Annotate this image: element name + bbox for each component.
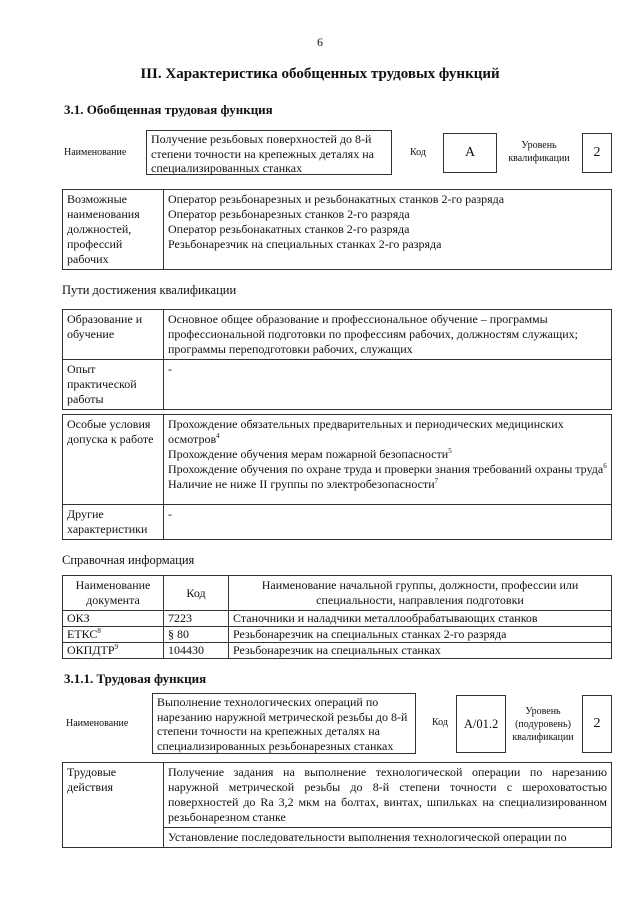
conditions-label: Особые условия допуска к работе	[63, 415, 164, 505]
footnote-ref: 6	[603, 462, 607, 470]
footnote-ref: 8	[97, 627, 101, 635]
list-item: Резьбонарезчик на специальных станках 2-го разряда	[168, 237, 442, 251]
list-item: Оператор резьбонакатных станков 2-го разряда	[168, 222, 410, 236]
footnote-ref: 9	[114, 643, 119, 651]
table-cell: 7223	[164, 611, 229, 627]
level-box	[582, 695, 612, 753]
footnote-ref: 7	[434, 477, 439, 485]
table-cell: Резьбонарезчик на специальных станках	[229, 643, 612, 659]
code-value: А/01.2	[463, 717, 499, 731]
conditions-list	[164, 415, 612, 505]
code-box	[456, 695, 506, 753]
list-item: Прохождение обязательных предварительных и периодических медицинских осмотров$^4$	[168, 417, 564, 446]
labor-actions-table	[62, 762, 612, 848]
level-value: 2	[593, 145, 601, 160]
labor-action-item: Получение задания на выполнение технологической операции по нарезанию наружной метрической резьбы до 8-й степени точности с шероховатостью поверхностей до Ra 3,2 мкм на болтах, винтах, шпильках на специализированном резьбонарезном станке	[164, 763, 612, 828]
column-header: Наименование начальной группы, должности, профессии или специальности, направления подготовки	[229, 576, 612, 611]
function-name-value: Получение резьбовых поверхностей до 8-й степени точности на крепежных деталях на специализированных станках	[151, 132, 374, 175]
table-cell: ОКПДТР	[67, 643, 115, 657]
subsection-heading-3-1-1: 3.1.1. Трудовая функция	[64, 671, 207, 686]
table-cell: Резьбонарезчик на специальных станках 2-го разряда	[229, 627, 612, 643]
list-item: Наличие не ниже II группы по электробезопасности$^7$	[168, 477, 439, 491]
level-box	[582, 133, 612, 173]
table-cell: § 80	[164, 627, 229, 643]
labor-function-name-value: Выполнение технологических операций по нарезанию наружной метрической резьбы до 8-й степени точности на крепежных деталях на специализированных резьбонарезных станках	[157, 695, 408, 753]
level-label: Уровень квалификации	[508, 140, 570, 164]
name-label: Наименование	[64, 147, 127, 158]
code-label: Код	[432, 717, 448, 728]
paths-heading: Пути достижения квалификации	[62, 283, 237, 297]
table-cell: Станочники и наладчики металлообрабатывающих станков	[229, 611, 612, 627]
labor-function-name-box	[152, 693, 416, 754]
level-value: 2	[593, 716, 601, 731]
possible-names-label: Возможные наименования должностей, профессий рабочих	[63, 190, 164, 270]
reference-heading: Справочная информация	[62, 553, 195, 567]
code-label: Код	[410, 147, 426, 158]
section-title: III. Характеристика обобщенных трудовых функций	[140, 66, 500, 82]
education-value: Основное общее образование и профессиональное обучение – программы профессиональной подготовки по профессиям рабочих, должностям служащих; программы переподготовки рабочих, служащих	[164, 310, 612, 360]
conditions-table	[62, 414, 612, 540]
table-row	[63, 611, 612, 627]
name-label: Наименование	[66, 718, 129, 729]
list-item: Прохождение обучения мерам пожарной безопасности$^5$	[168, 447, 452, 461]
list-item: Оператор резьбонарезных и резьбонакатных станков 2-го разряда	[168, 192, 505, 206]
column-header: Наименование документа	[63, 576, 164, 611]
code-value: А	[464, 145, 476, 160]
function-name-box	[146, 130, 392, 175]
table-cell: ОКЗ	[67, 611, 90, 625]
level-label: Уровень (подуровень) квалификации	[512, 706, 574, 743]
education-table	[62, 309, 612, 410]
other-label: Другие характеристики	[63, 505, 164, 540]
footnote-ref: 4	[216, 432, 220, 440]
page-number: 6	[317, 35, 323, 49]
column-header: Код	[164, 576, 229, 611]
experience-value: -	[164, 360, 612, 410]
reference-table	[62, 575, 612, 659]
possible-names-list	[164, 190, 612, 270]
labor-action-item: Установление последовательности выполнения технологической операции по	[164, 828, 612, 848]
labor-actions-label: Трудовые действия	[63, 763, 164, 848]
other-value: -	[164, 505, 612, 540]
code-box	[443, 133, 497, 173]
education-label: Образование и обучение	[63, 310, 164, 360]
table-row	[63, 643, 612, 659]
footnote-ref: 5	[448, 447, 452, 455]
table-cell: ЕТКС	[67, 627, 98, 641]
table-row	[63, 627, 612, 643]
list-item: Прохождение обучения по охране труда и проверки знания требований охраны труда$^6$	[168, 462, 607, 476]
list-item: Оператор резьбонарезных станков 2-го разряда	[168, 207, 410, 221]
experience-label: Опыт практической работы	[63, 360, 164, 410]
table-cell: 104430	[164, 643, 229, 659]
subsection-heading: 3.1. Обобщенная трудовая функция	[64, 102, 273, 117]
possible-names-table	[62, 189, 612, 270]
